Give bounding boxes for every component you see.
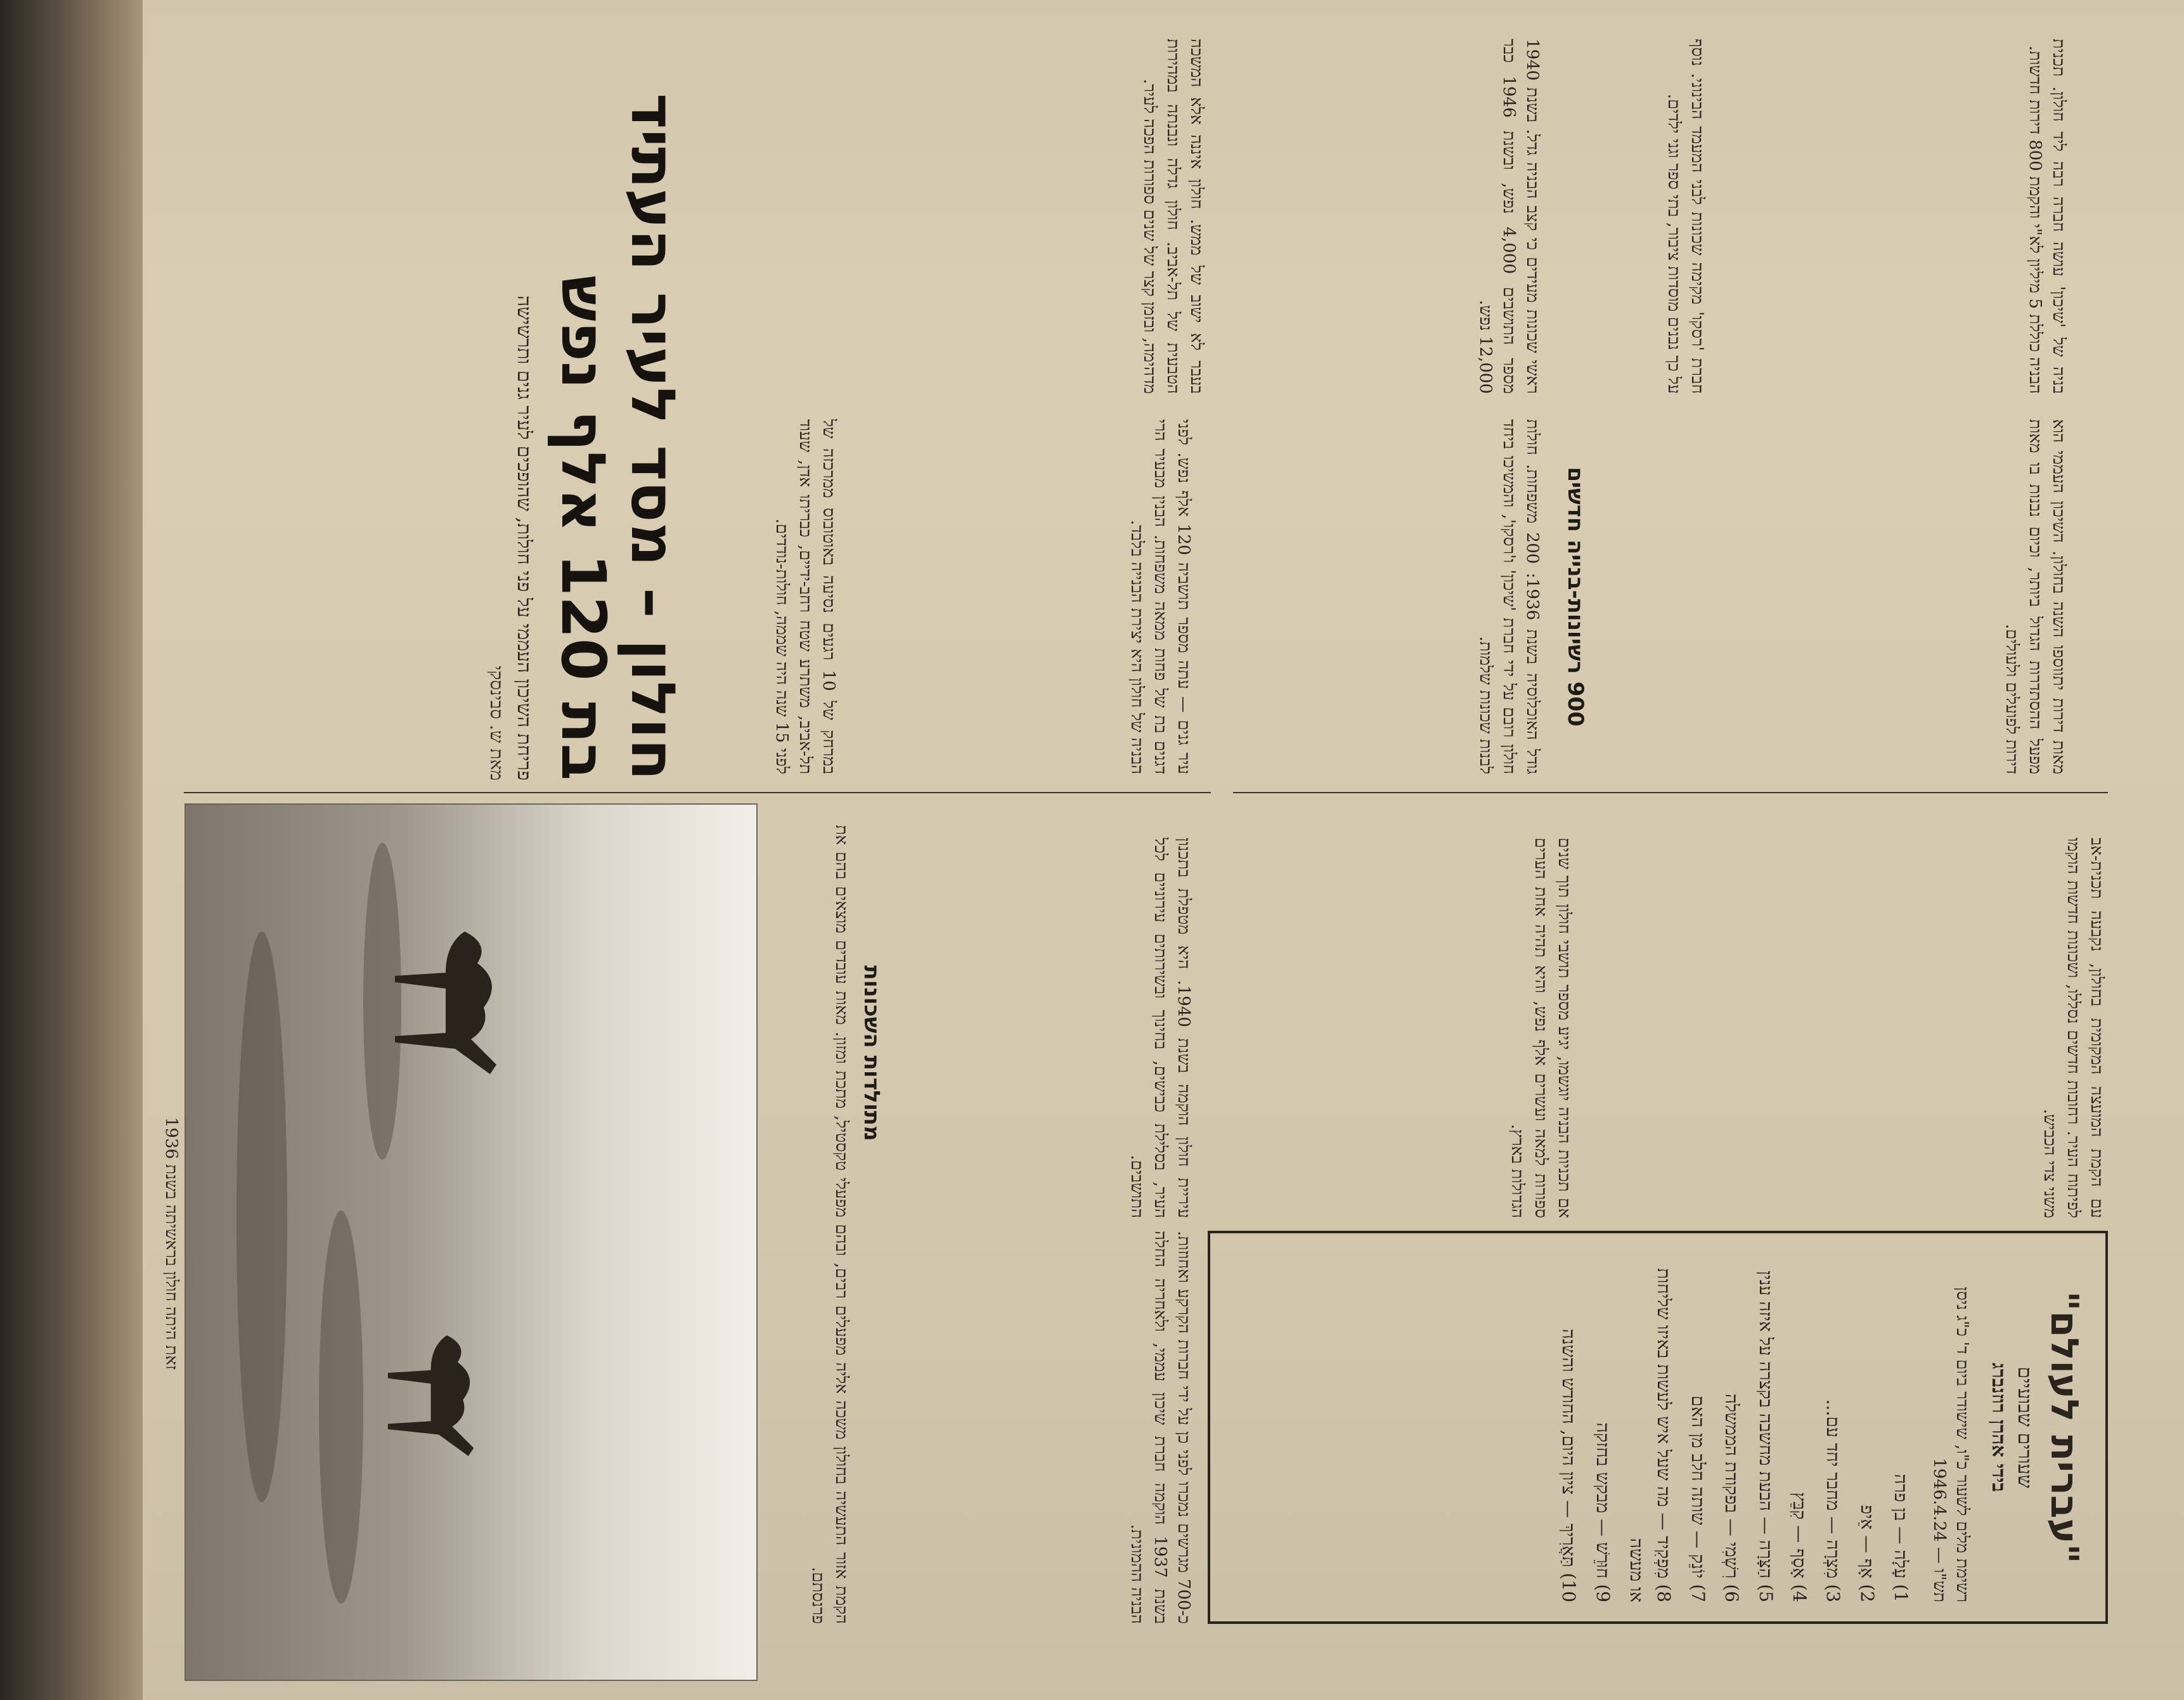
article-headline — [486, 32, 688, 781]
section-title-history: מתולדות השכונות — [859, 965, 884, 1141]
vocabulary-item: 2) אָף — אֵיפ — [1856, 1505, 1878, 1602]
section-title-permits: 900 רשיונות-בנייה חדשים — [1563, 467, 1588, 727]
vocabulary-author: בידי אהרן רוזנברג — [1987, 1362, 2010, 1493]
vocabulary-item: 4) אָסַף — קִבֵּץ — [1789, 1492, 1811, 1602]
column-text: במרחק של 10 רגעים נסיעה באוטובוס ממרכזה של תל-אביב, משתרע שטח רחב-ידיים, כבריתו אדן, שעוד לפני 15 שנה היה שממה, חולות-נודדים. — [772, 419, 838, 775]
camel-silhouette — [389, 919, 515, 1084]
column-text: בניה של 'שיכון' עושה חברה רבה ליד חולון. תכנית הבניה כוללת 5 מיליון לא"י והקמת 800 דירות חדשות. — [2026, 39, 2068, 394]
photo-caption: זאת היתה חולון בראשיתה בשנת 1936 — [162, 1117, 181, 1370]
article-column-8 — [1556, 39, 1709, 394]
vocabulary-item: 3) מִצְרָה — מחבר יחד עם... — [1823, 1399, 1844, 1602]
vocabulary-title: "עברית לעולם" — [2042, 1291, 2086, 1564]
column-text: מאות דירות יתווספו השנה בחולון. השיכון העממי הוא מפעל ההסתדרות הגדול ביותר, וכיום נבנות בו מאות דירות לפועלים ולעולים. — [2002, 419, 2068, 774]
column-text: ראשי שכונות מעידים כי קצב הבניה גדל. בשנת 1940 מספר התושבים 4,000 נפש, ובשנת 1946 כבר 12,000 נפש. — [1476, 39, 1542, 394]
article-column-2 — [865, 419, 1195, 774]
vocabulary-item: 7) יוֹנֵק — שותה חלב מן האם — [1687, 1395, 1709, 1602]
camel-silhouette — [382, 1325, 490, 1464]
page-gutter — [0, 0, 143, 1700]
article-column-3 — [777, 39, 1208, 394]
side-column-2: עיריית חולון הוקמה בשנת 1940. היא מטפלת בתכנון העיר, בסלילת כבישים, בחינוך ובשירותים עירוניים לכל התושבים. — [1127, 838, 1193, 1218]
article-byline: מאת ש. סבינסקי — [486, 665, 507, 781]
sand-dune — [319, 1210, 363, 1604]
article-column-6 — [1715, 419, 2070, 774]
column-divider — [1233, 792, 2108, 793]
headline-line-1: חולון – מסד לעיר העתיד — [617, 93, 688, 781]
article-subhead: פריחת השיכון העממי על פני חולות, שהופכים לעיר גנים ותרשישה — [513, 295, 536, 781]
headline-line-2: בת 120 אלף נפש — [547, 275, 619, 781]
side-column-4: עם הקמת המועצה המקומית בחולון, נקבעה תכנית-אב לפיתוח העיר. רחובות חדשים נסללו, ושכונות חדשות הוקמו משני צדי הכביש. — [2040, 838, 2106, 1218]
side-column-5: אם תכניות הבניה יוגשמו, יגיע מספר תושבי חולון תוך שנים ספורות למאה ועשרים אלף נפש, והיא תהיה אחת הערים הגדולות בארץ. — [1508, 838, 1573, 1218]
side-column-1: כ-700 מגרשים נמכרו לפני כן על ידי חברות הקרקע ואחוזות. בשנת 1937 הוקמה חברת שיכון עממי, ולאחריה החלה הבניה ההמונית. — [1127, 1231, 1193, 1624]
article-column-4 — [1214, 419, 1544, 774]
vocabulary-item: 6) רִשְׁמִי — בפקודת הממשלה — [1721, 1393, 1743, 1602]
vocabulary-item: 1) עָלָה — בן פרה — [1890, 1474, 1912, 1602]
vocabulary-subtitle: שעורים שבועיים — [2013, 1366, 2036, 1488]
column-text: חברת 'רסקו' מקימה שכונות לבני המעמד הבינוני. נוסף על כך נבנים מוסדות ציבור, בתי ספר וגני ילדים. — [1664, 39, 1707, 394]
column-divider — [184, 792, 1211, 793]
article-column-7 — [1715, 39, 2070, 394]
vocabulary-box — [1208, 1231, 2108, 1624]
article-column-5 — [1227, 39, 1544, 394]
article-column-1 — [688, 419, 840, 774]
vocabulary-item: 10) תַּאֲרִיךְ — ציון היום, החודש והשנה — [1558, 1328, 1580, 1602]
vocabulary-item: 5) הַצָּרָה — הבעת מחשבה בקצרה על איזה ענין — [1755, 1270, 1776, 1602]
column-text: גודל האוכלוסיה בשנת 1936: 200 משפחות. חולות חולון רובם על ידי חברת 'שיכון' ו'רסקו', והמשיכו ביחד לבנות שכונות שלמות. — [1476, 419, 1542, 774]
vocabulary-item: 8) מִפְקִיד — מה שעל איש לעשות באיזו שליחות או מעשה — [1626, 1268, 1675, 1602]
vocabulary-intro: רשימת מלים לשעור כ"ו, שישודר ביום ד' כ"ג ניסן תש"ו — 1946.4.24 — [1929, 1287, 1972, 1602]
side-column-3: הקמת אזור התעשיה בחולון משכה אליה מפעלים רבים, ובהם מפעלי טקסטיל, מתכת ומזון. מאות עובדים מוצאים בהם את פרנסתם. — [808, 825, 851, 1624]
column-text: בעבר לא ישוב של ממש. חולון איננה אלא המשכה הטבעית של תל-אביב. חולון גדלה ונבנתה במהירות מדהימה, ובזמן קצר של שנים ספורות הפכה לעיר. — [1140, 39, 1206, 394]
sand-dune — [236, 931, 287, 1502]
vocabulary-list — [1555, 1252, 1915, 1602]
vocabulary-item: 9) חוּרֵשׁ — מבקש בחזקה — [1592, 1422, 1613, 1602]
column-text: עיר גנים — עתה מספר תושביה 120 אלף נפש. לפני דגנים בת של פחות ממאה משפחות. הבנין מבעיר הרי הבניה של חולון היא יצירת הבנייה בלבד. — [1127, 419, 1193, 774]
